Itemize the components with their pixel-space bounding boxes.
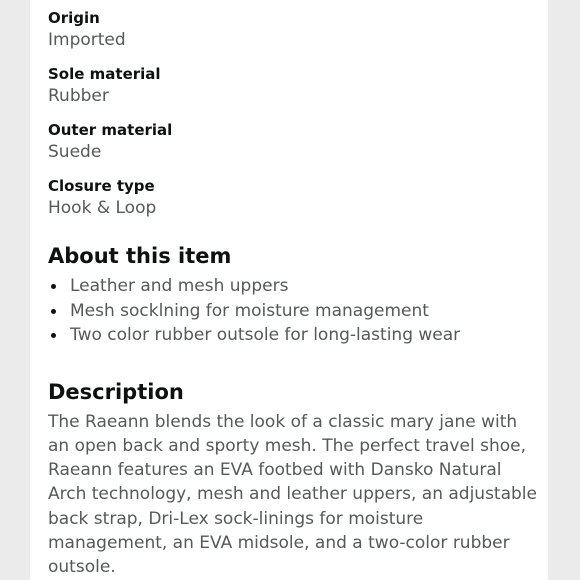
attribute-value: Imported [48, 30, 126, 50]
attribute-origin [48, 8, 538, 53]
attribute-outer-material [48, 120, 538, 165]
bullet-icon [51, 284, 56, 289]
list-item [48, 274, 538, 299]
attribute-label: Closure type [48, 177, 155, 195]
attribute-label: Origin [48, 9, 100, 27]
bullet-text: Two color rubber outsole for long-lasting wear [70, 325, 461, 345]
attribute-value: Hook & Loop [48, 198, 157, 218]
list-item [48, 323, 538, 348]
description-text: The Raeann blends the look of a classic mary jane with an open back and sporty mesh. The perfect travel shoe, Raeann features an EVA footbed with Dansko Natural Arch technology, mesh and leather uppers, an adjustable back strap, Dri-Lex sock-linings for moisture management, an EVA midsole, and a two-color rubber outsole. [48, 411, 537, 578]
about-bullet-list [48, 274, 538, 348]
description-section [48, 378, 538, 580]
about-section [48, 242, 538, 348]
attribute-value: Rubber [48, 86, 109, 106]
list-item [48, 299, 538, 324]
bullet-icon [51, 309, 56, 314]
description-title: Description [48, 379, 184, 404]
attribute-closure-type [48, 176, 538, 221]
product-details-content [48, 8, 538, 580]
attribute-label: Outer material [48, 121, 173, 139]
about-title: About this item [48, 244, 232, 268]
bullet-text: Mesh socklning for moisture management [70, 300, 429, 321]
bullet-text: Leather and mesh uppers [70, 276, 289, 296]
product-details-card [30, 0, 548, 580]
attribute-value: Suede [48, 142, 102, 162]
bullet-icon [51, 333, 56, 338]
attribute-sole-material [48, 64, 538, 109]
attribute-label: Sole material [48, 65, 161, 83]
